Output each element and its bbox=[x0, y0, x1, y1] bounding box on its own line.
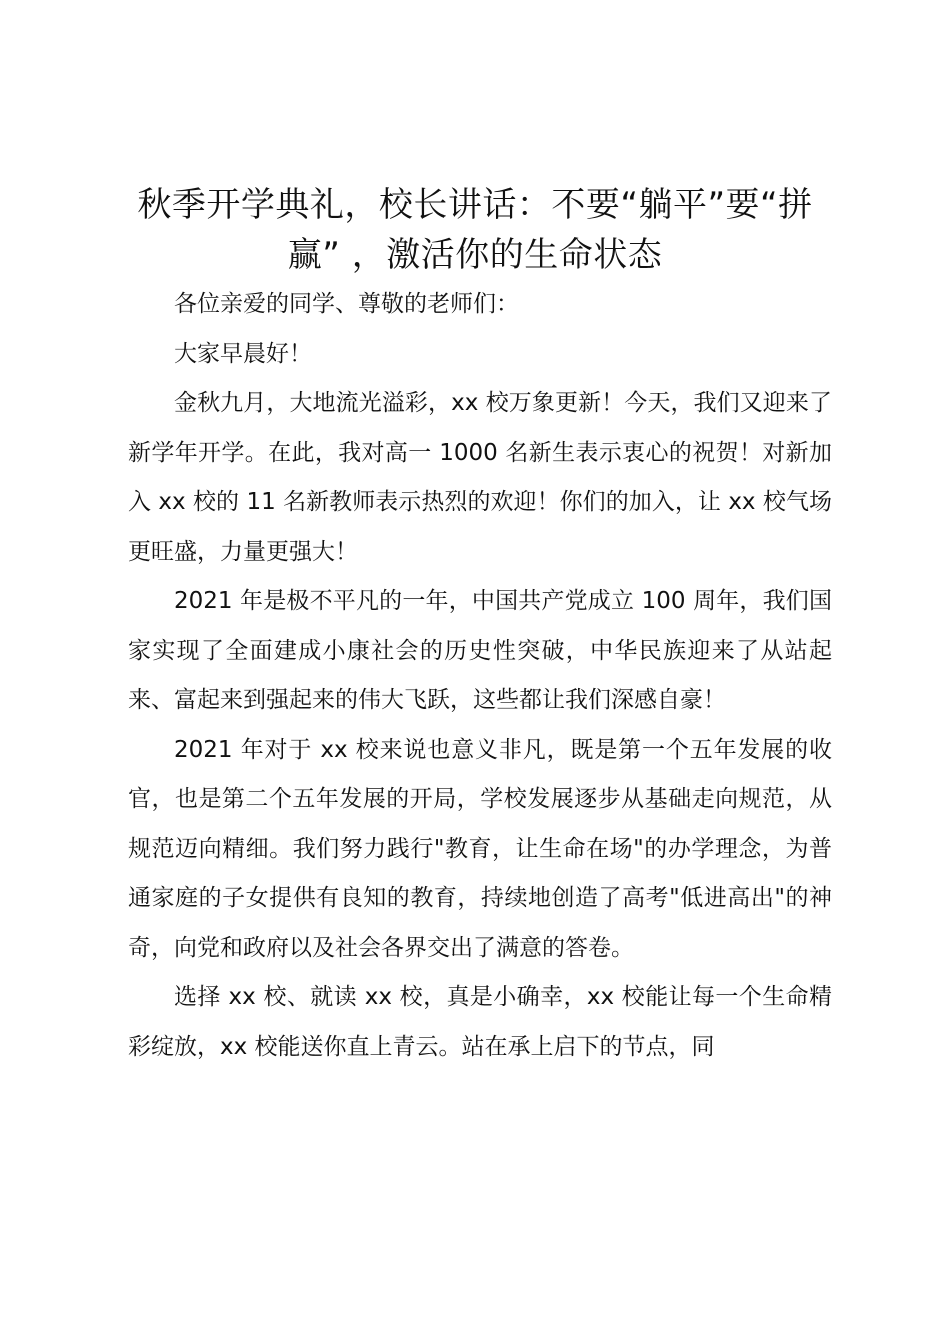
year-2021-paragraph: 2021 年是极不平凡的一年，中国共产党成立 100 周年，我们国家实现了全面建成小康社会的历史性突破，中华民族迎来了从站起来、富起来到强起来的伟大飞跃，这些都让我们深感自豪！ bbox=[128, 588, 832, 713]
document-title: 秋季开学典礼，校长讲话：不要“躺平”要“拼赢” ，激活你的生命状态 bbox=[137, 185, 813, 275]
school-development-paragraph: 2021 年对于 xx 校来说也意义非凡，既是第一个五年发展的收官，也是第二个五年发展的开局，学校发展逐步从基础走向规范，从规范迈向精细。我们努力践行"教育，让生命在场"的办学理念，为普通家庭的子女提供有良知的教育，持续地创造了高考"低进高出"的神奇，向党和政府以及社会各界交出了满意的答卷。 bbox=[128, 736, 832, 961]
salutation-paragraph: 各位亲爱的同学、尊敬的老师们： bbox=[174, 291, 519, 317]
choose-school-paragraph: 选择 xx 校、就读 xx 校，真是小确幸，xx 校能让每一个生命精彩绽放，xx 校能送你直上青云。站在承上启下的节点，同 bbox=[128, 984, 832, 1060]
welcome-paragraph: 金秋九月，大地流光溢彩，xx 校万象更新！今天，我们又迎来了新学年开学。在此，我对高一 1000 名新生表示衷心的祝贺！对新加入 xx 校的 11 名新教师表示热烈的欢迎！你们的加入，让 xx 校气场更旺盛，力量更强大！ bbox=[128, 390, 832, 565]
document-body bbox=[128, 280, 832, 1072]
greeting-paragraph: 大家早晨好！ bbox=[174, 340, 312, 367]
